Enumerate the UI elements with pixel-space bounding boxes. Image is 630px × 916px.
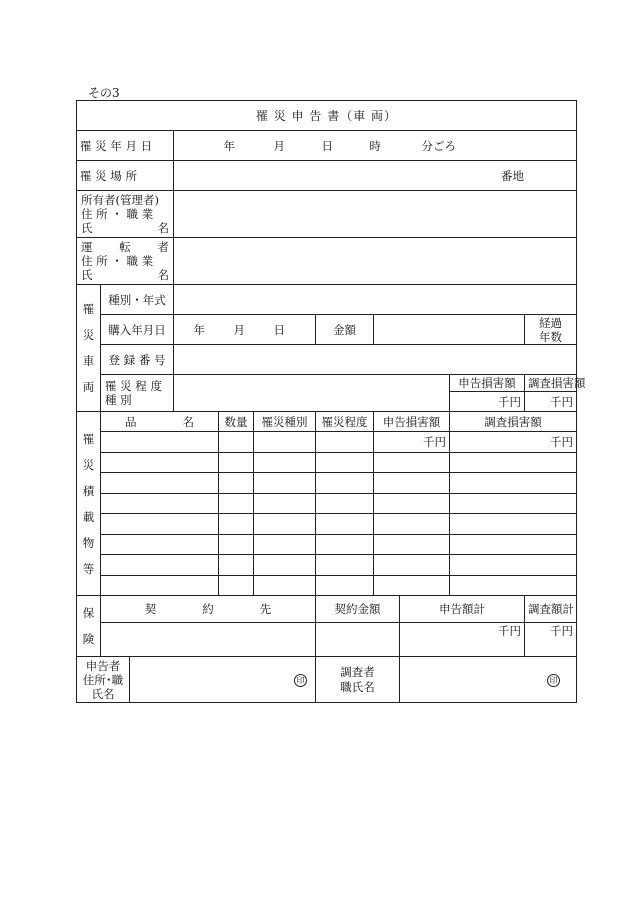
cargo-item-cell[interactable]: [101, 555, 219, 576]
cargo-degree-cell[interactable]: [316, 432, 374, 453]
field-contract-amount[interactable]: [316, 623, 400, 657]
form-title: 罹 災 申 告 書（車 両）: [77, 101, 577, 131]
label-disaster-place: 罹 災 場 所: [77, 161, 174, 191]
cargo-surveyed-cell[interactable]: 千円: [450, 432, 577, 453]
label-declarant: 申告者 住所･職 氏名: [77, 657, 130, 703]
cargo-degree-cell[interactable]: [316, 555, 374, 576]
field-declared-total[interactable]: 千円: [400, 623, 525, 657]
field-registration-number[interactable]: [174, 345, 577, 375]
cargo-row: [77, 555, 577, 576]
cargo-qty-cell[interactable]: [219, 575, 254, 596]
cargo-degree-cell[interactable]: [316, 534, 374, 555]
field-amount[interactable]: [374, 315, 525, 345]
label-purchase-date: 購入年月日: [101, 315, 174, 345]
cargo-row: [77, 493, 577, 514]
field-declared-damage[interactable]: 千円: [450, 392, 525, 412]
field-type-year[interactable]: [174, 285, 577, 315]
owner-label-2: 住 所 ・ 職 業: [81, 207, 154, 221]
seal-icon: 印: [547, 674, 560, 687]
label-elapsed-years: 経過 年数: [525, 315, 577, 345]
label-investigator: 調査者 職氏名: [316, 657, 400, 703]
cargo-surveyed-cell[interactable]: [450, 473, 577, 494]
cargo-declared-cell[interactable]: [374, 493, 450, 514]
cargo-surveyed-cell[interactable]: [450, 575, 577, 596]
field-investigator[interactable]: [400, 657, 577, 703]
cargo-header-type: 罹災種別: [254, 412, 316, 432]
label-type-year: 種別・年式: [101, 285, 174, 315]
cargo-qty-cell[interactable]: [219, 452, 254, 473]
cargo-surveyed-cell[interactable]: [450, 555, 577, 576]
insurance-header-amount: 契約金額: [316, 596, 400, 623]
label-disaster-date: 罹 災 年 月 日: [77, 131, 174, 161]
insurance-group-label: 保 険: [77, 596, 101, 657]
cargo-item-cell[interactable]: [101, 575, 219, 596]
damage-label-2: 種 別: [105, 393, 132, 407]
field-damage-degree-type[interactable]: [174, 375, 450, 412]
cargo-type-cell[interactable]: [254, 514, 316, 535]
purchase-month-label: 月: [233, 322, 245, 337]
label-owner: [77, 191, 174, 238]
insurance-header-contractor: 契 約 先: [101, 596, 316, 623]
cargo-declared-cell[interactable]: [374, 452, 450, 473]
year-label: 年: [223, 138, 235, 153]
header-declared-damage: 申告損害額: [450, 375, 525, 392]
driver-label-3: 氏 名: [81, 268, 169, 282]
cargo-header-degree: 罹災程度: [316, 412, 374, 432]
disaster-report-form: [76, 100, 586, 703]
cargo-header-surveyed: 調査損害額: [450, 412, 577, 432]
cargo-qty-cell[interactable]: [219, 473, 254, 494]
cargo-item-cell[interactable]: [101, 534, 219, 555]
cargo-header-qty: 数量: [219, 412, 254, 432]
banchi-label: 番地: [501, 168, 524, 183]
cargo-qty-cell[interactable]: [219, 534, 254, 555]
field-contractor[interactable]: [101, 623, 316, 657]
cargo-qty-cell[interactable]: [219, 514, 254, 535]
seal-icon: 印: [294, 674, 307, 687]
cargo-type-cell[interactable]: [254, 575, 316, 596]
label-damage-degree-type: [101, 375, 174, 412]
cargo-qty-cell[interactable]: [219, 555, 254, 576]
cargo-type-cell[interactable]: [254, 473, 316, 494]
label-amount: 金額: [316, 315, 374, 345]
cargo-qty-cell[interactable]: [219, 432, 254, 453]
cargo-degree-cell[interactable]: [316, 473, 374, 494]
cargo-declared-cell[interactable]: [374, 575, 450, 596]
form-number: その3: [88, 86, 120, 100]
cargo-type-cell[interactable]: [254, 493, 316, 514]
cargo-declared-cell[interactable]: [374, 514, 450, 535]
field-declarant[interactable]: [130, 657, 316, 703]
cargo-qty-cell[interactable]: [219, 493, 254, 514]
cargo-row: [77, 514, 577, 535]
hour-label: 時: [369, 138, 381, 153]
cargo-type-cell[interactable]: [254, 555, 316, 576]
cargo-declared-cell[interactable]: [374, 534, 450, 555]
owner-label-3: 氏 名: [81, 221, 169, 235]
driver-label-1: 運 転 者: [81, 240, 169, 254]
cargo-item-cell[interactable]: [101, 432, 219, 453]
cargo-row: [77, 473, 577, 494]
cargo-row: [77, 432, 577, 453]
cargo-item-cell[interactable]: [101, 493, 219, 514]
cargo-surveyed-cell[interactable]: [450, 534, 577, 555]
insurance-header-declared-total: 申告額計: [400, 596, 525, 623]
purchase-year-label: 年: [193, 322, 205, 337]
cargo-declared-cell[interactable]: [374, 555, 450, 576]
cargo-type-cell[interactable]: [254, 432, 316, 453]
field-disaster-date[interactable]: [174, 131, 577, 161]
field-surveyed-total[interactable]: 千円: [525, 623, 577, 657]
month-label: 月: [273, 138, 285, 153]
field-disaster-place[interactable]: [174, 161, 577, 191]
cargo-item-cell[interactable]: [101, 452, 219, 473]
cargo-type-cell[interactable]: [254, 534, 316, 555]
cargo-declared-cell[interactable]: 千円: [374, 432, 450, 453]
minute-label: 分ごろ: [421, 138, 456, 153]
label-registration-number: 登 録 番 号: [101, 345, 174, 375]
cargo-row: [77, 575, 577, 596]
day-label: 日: [321, 138, 333, 153]
cargo-row: [77, 534, 577, 555]
insurance-header-surveyed-total: 調査額計: [525, 596, 577, 623]
cargo-degree-cell[interactable]: [316, 514, 374, 535]
cargo-degree-cell[interactable]: [316, 575, 374, 596]
cargo-header-declared: 申告損害額: [374, 412, 450, 432]
vehicle-group-label: 罹 災 車 両: [77, 285, 101, 412]
field-purchase-date[interactable]: [174, 315, 316, 345]
cargo-type-cell[interactable]: [254, 452, 316, 473]
cargo-surveyed-cell[interactable]: [450, 452, 577, 473]
cargo-row: [77, 452, 577, 473]
cargo-declared-cell[interactable]: [374, 473, 450, 494]
cargo-degree-cell[interactable]: [316, 493, 374, 514]
damage-label-1: 罹 災 程 度: [105, 379, 162, 393]
field-owner[interactable]: [174, 191, 577, 238]
cargo-surveyed-cell[interactable]: [450, 514, 577, 535]
label-driver: [77, 238, 174, 285]
driver-label-2: 住 所 ・ 職 業: [81, 254, 154, 268]
header-surveyed-damage: 調査損害額: [525, 375, 577, 392]
cargo-group-label: 罹 災 積 載 物 等: [77, 412, 101, 596]
cargo-degree-cell[interactable]: [316, 452, 374, 473]
cargo-item-cell[interactable]: [101, 473, 219, 494]
cargo-item-cell[interactable]: [101, 514, 219, 535]
field-surveyed-damage[interactable]: 千円: [525, 392, 577, 412]
purchase-day-label: 日: [273, 322, 285, 337]
field-driver[interactable]: [174, 238, 577, 285]
cargo-header-item: 品 名: [101, 412, 219, 432]
cargo-surveyed-cell[interactable]: [450, 493, 577, 514]
owner-label-1: 所有者(管理者): [81, 193, 159, 207]
